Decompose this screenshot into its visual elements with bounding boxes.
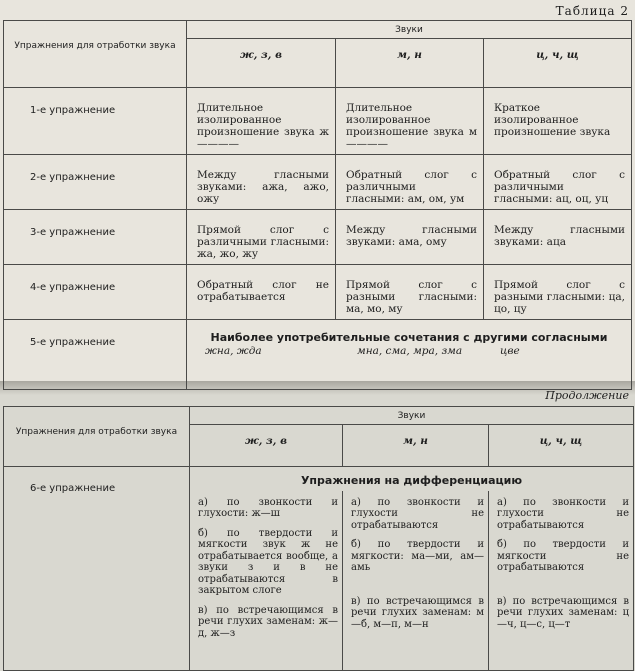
row-header-label: Упражнения для отработки звука [14, 41, 176, 51]
diff-item: б) по твердости и мягкости: ма—ми, ам—амь [351, 539, 484, 573]
exercise-label: 6-е упражнение [4, 467, 190, 671]
table-row [4, 265, 632, 320]
cell: Прямой слог с различными гласными: жа, жо, жу [187, 210, 336, 265]
sound-col-3: ц, ч, щ [489, 425, 634, 467]
diff-col-1 [190, 491, 343, 671]
table-row [4, 467, 634, 491]
table-row [4, 155, 632, 210]
diff-col-3 [489, 491, 634, 671]
exercise-label: 2-е упражнение [4, 155, 187, 210]
cell: Длительное изолированное произношение звука м———— [336, 88, 484, 155]
cell: Длительное изолированное произношение звука ж———— [187, 88, 336, 155]
sound-col-2: м, н [336, 39, 484, 88]
cell: Обратный слог с различными гласными: ам, ом, ум [336, 155, 484, 210]
table-row [4, 320, 632, 390]
cell: Обратный слог не отрабатывается [187, 265, 336, 320]
exercise-label: 3-е упражнение [4, 210, 187, 265]
row-header-cell [4, 407, 190, 467]
sounds-header: Звуки [190, 407, 634, 425]
cell: Между гласными звуками: аца [484, 210, 632, 265]
diff-item: б) по твердости и мягкости звук ж не отрабатывается вообще, а звуки з и в не отрабатываются в закрытом слоге [198, 527, 338, 596]
diff-item: а) по звонкости и глухости не отрабатываются [351, 496, 484, 531]
table-row [4, 88, 632, 155]
row-header-cell [4, 21, 187, 88]
sound-col-1: ж, з, в [187, 39, 336, 88]
continuation-label: Продолжение [545, 389, 629, 402]
diff-item: а) по звонкости и глухости не отрабатываются [497, 496, 629, 531]
sounds-header: Звуки [187, 21, 632, 39]
diff-item: в) по встречающимся в речи глухих заменам: ц—ч, ц—с, ц—т [497, 595, 629, 630]
diff-item: в) по встречающимся в речи глухих заменам: м—б, м—п, м—н [351, 595, 484, 630]
exercise-label: 5-е упражнение [4, 320, 187, 390]
cell: Прямой слог с разными гласными: ца, цо, цу [484, 265, 632, 320]
cell: Прямой слог с разными гласными: ма, мо, му [336, 265, 484, 320]
cell: Между гласными звуками: ама, ому [336, 210, 484, 265]
combinations-heading: Наиболее употребительные сочетания с другими согласными [187, 320, 632, 390]
differentiation-heading: Упражнения на дифференциацию [190, 467, 634, 491]
table-row [4, 210, 632, 265]
cell: Краткое изолированное произношение звука [484, 88, 632, 155]
cell: Между гласными звуками: ажа, ажо, ожу [187, 155, 336, 210]
table-caption: Таблица 2 [555, 4, 629, 18]
diff-item: а) по звонкости и глухости: ж—ш [198, 496, 338, 519]
combo-1: жна, жда [205, 345, 262, 357]
combo-3: цве [500, 345, 520, 357]
sound-col-1: ж, з, в [190, 425, 343, 467]
combo-2: мна, сма, мра, зма [357, 345, 463, 357]
diff-item: б) по твердости и мягкости не отрабатываются [497, 539, 629, 573]
diff-item: в) по встречающимся в речи глухих заменам: ж—д, ж—з [198, 604, 338, 639]
exercise-label: 4-е упражнение [4, 265, 187, 320]
exercise-label: 1-е упражнение [4, 88, 187, 155]
sound-col-3: ц, ч, щ [484, 39, 632, 88]
row-header-label: Упражнения для отработки звука [15, 427, 178, 437]
sound-col-2: м, н [343, 425, 489, 467]
table-main [3, 20, 632, 390]
cell: Обратный слог с различными гласными: ац, оц, уц [484, 155, 632, 210]
table-continued [3, 406, 634, 671]
diff-col-2 [343, 491, 489, 671]
